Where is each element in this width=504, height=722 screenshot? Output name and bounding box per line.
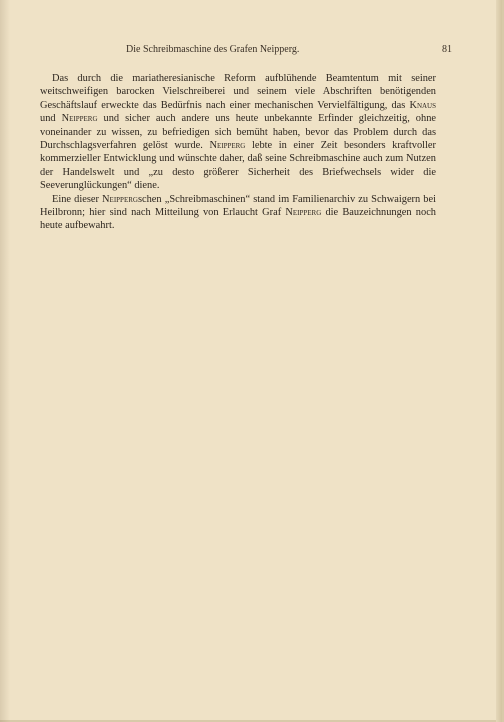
text-segment: Das durch die mariatheresianische Reform aufblühende Beamtentum mit seiner weitschweifigen barocken Vielschreiberei und seinem viele Abschriften benötigenden Geschäftslauf erweckte das Bedürfnis nach einer mechanischen Vervielfältigung, das <box>40 73 436 111</box>
paragraph-2 <box>40 193 436 233</box>
name-knaus: Knaus <box>409 99 436 111</box>
page-edge <box>496 0 502 722</box>
text-segment: und <box>40 113 62 125</box>
text-segment: die Bauzeichnungen noch heute aufbewahrt. <box>40 207 437 232</box>
name-neipperg: Neipperg <box>209 140 246 152</box>
page-number: 81 <box>442 44 452 55</box>
running-head <box>60 44 452 58</box>
paragraph-1 <box>40 72 436 193</box>
name-neipperg: Neipperg <box>285 207 322 219</box>
running-title: Die Schreibmaschine des Grafen Neipperg. <box>126 44 300 55</box>
name-neipperg: Neipperg <box>102 193 138 205</box>
binding-shadow <box>0 0 10 722</box>
body-text <box>40 72 436 233</box>
text-segment: lebte in einer Zeit besonders kraftvoller kommerzieller Entwicklung und wünschte daher, daß seine Schreibmaschine auch zum Nutzen der Handelswelt und „zu desto größerer Sicherheit des Briefwechsels wider die Seeverunglückungen“ diene. <box>40 140 436 192</box>
text-segment: Eine dieser <box>52 193 103 205</box>
name-neipperg: Neipperg <box>61 113 98 125</box>
text-segment: und sicher auch andere uns heute unbekannte Erfinder gleichzeitig, ohne voneinander zu wissen, zu befriedigen sich bemüht haben, bevor das Problem durch das Durchschlagsverfahren gelöst wurde. <box>40 113 437 152</box>
text-segment: schen „Schreibmaschinen“ stand im Familienarchiv zu Schwaigern bei Heilbronn; hier sind nach Mitteilung von Erlaucht Graf <box>40 193 437 219</box>
